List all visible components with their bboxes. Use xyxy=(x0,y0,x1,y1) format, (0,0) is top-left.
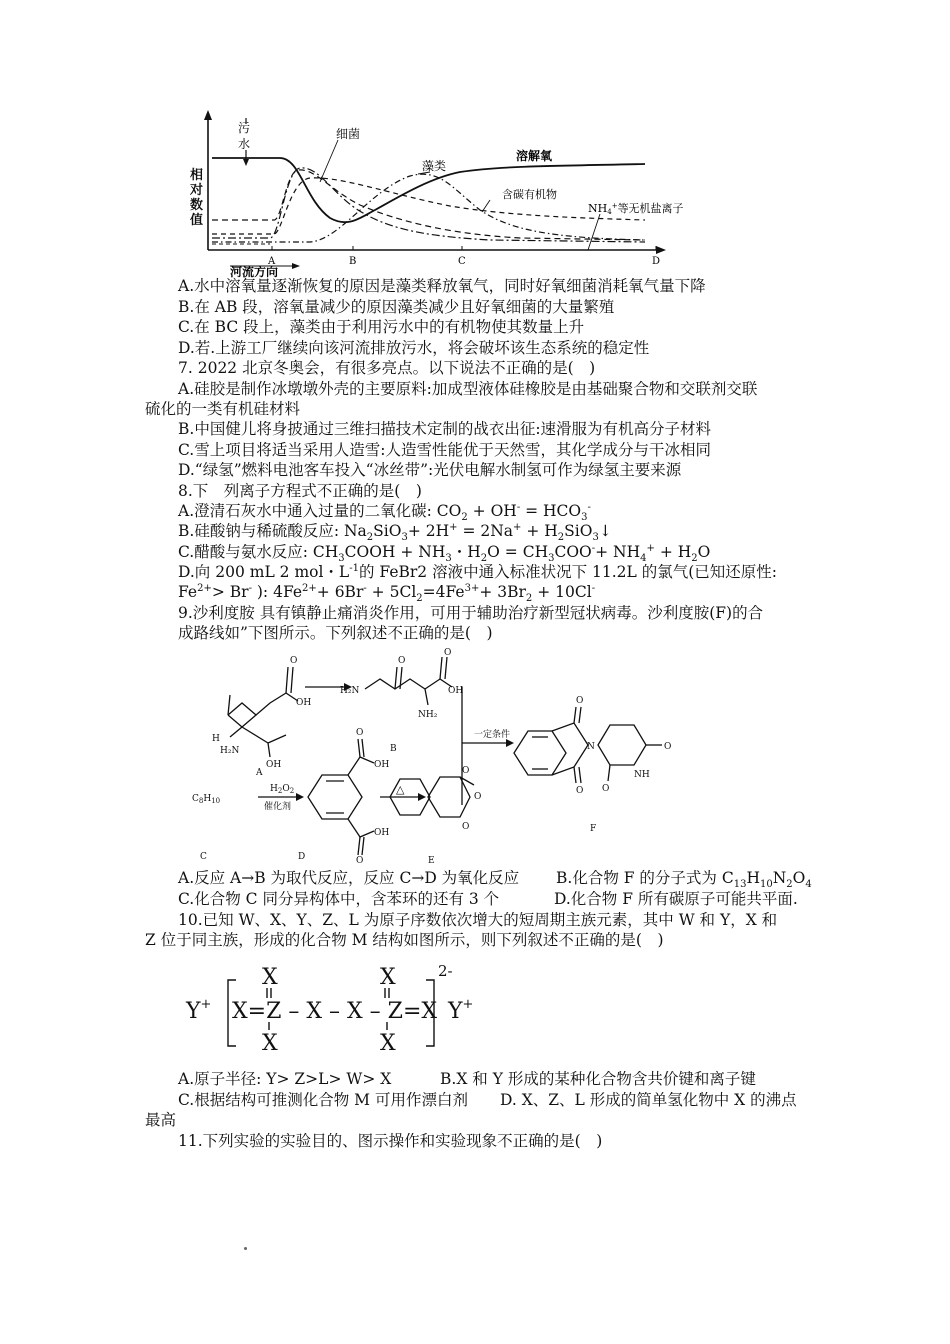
q9-option-c: C.化合物 C 同分异构体中，含苯环的还有 3 个 xyxy=(178,890,500,908)
label-delta: △ xyxy=(396,783,405,796)
svg-text:O: O xyxy=(602,784,610,794)
anion-charge: 2- xyxy=(438,962,453,980)
svg-text:H: H xyxy=(212,734,220,744)
svg-text:O: O xyxy=(290,656,298,666)
svg-text:X=Z – X – X – Z=X: X=Z – X – X – Z=X xyxy=(232,999,438,1024)
q8-option-d-cont: $Fe^{2+}> Br^-$ ): $4Fe^{2+}+ 6Br^- + 5Cl_2=4Fe^{3+}+ 3Br_2 + 10Cl^-$ xyxy=(178,582,596,605)
svg-text:Y+: Y+ xyxy=(186,997,212,1024)
q7-option-b: B.中国健儿将身披通过三维扫描技术定制的战衣出征:速滑服为有机高分子材料 xyxy=(178,420,712,438)
svg-text:H2O2: $H_2O_2$ xyxy=(270,784,295,795)
synthesis-route-figure xyxy=(190,645,700,865)
svg-text:C8H10: $C_8H_{10}$ xyxy=(192,794,221,805)
svg-text:O: O xyxy=(576,786,584,796)
q9-stem-cont: 成路线如”下图所示。下列叙述不正确的是( ) xyxy=(178,624,493,642)
cation-left: Y xyxy=(186,999,201,1024)
svg-text:O: O xyxy=(356,728,364,738)
label-oxygen: 溶解氧 xyxy=(516,149,553,163)
label-algae: 藻类 xyxy=(422,159,447,173)
q6-option-c: C.在 BC 段上，藻类由于利用污水中的有机物使其数量上升 xyxy=(178,318,585,336)
svg-text:OH: OH xyxy=(266,760,282,770)
svg-text:O: O xyxy=(398,656,406,666)
page-dot xyxy=(244,1247,247,1250)
q10-option-c: C.根据结构可推测化合物 M 可用作漂白剂 xyxy=(178,1091,468,1109)
label-a: A xyxy=(256,768,263,778)
q10-option-a: A.原子半径: Y> Z>L> W> X xyxy=(178,1070,392,1088)
q7-option-c: C.雪上项目将适当采用人造雪:人造雪性能优于天然雪，其化学成分与干冰相同 xyxy=(178,441,711,459)
svg-text:NH₂: NH₂ xyxy=(418,710,438,720)
label-catalyst: 催化剂 xyxy=(264,802,292,812)
label-e: E xyxy=(428,856,435,866)
y-arrow xyxy=(204,110,212,120)
point-d: D xyxy=(652,256,661,267)
svg-text:Y+: Y+ xyxy=(448,997,474,1024)
sewage-label-2: 水 xyxy=(238,137,251,151)
q8-option-c: C.醋酸与氨水反应: $CH_3COOH + NH_3$・$H_2O = CH_3COO^-+ NH_4^+ + H_2O$ xyxy=(178,542,711,565)
q10-stem: 10.已知 W、X、Y、Z、L 为原子序数依次增大的短周期主族元素，其中 W 和 Y，X 和 xyxy=(178,911,778,929)
q9-stem: 9.沙利度胺 具有镇静止痛消炎作用，可用于辅助治疗新型冠状病毒。沙利度胺(F)的合 xyxy=(178,604,764,622)
q7-option-a-cont: 硫化的一类有机硅材料 xyxy=(145,400,301,418)
q10-stem-cont: Z 位于同主族，形成的化合物 M 结构如图所示，则下列叙述不正确的是( ) xyxy=(145,931,664,949)
x-arrow xyxy=(656,246,666,254)
curve-organic xyxy=(212,170,645,240)
graph-y-label xyxy=(190,168,206,228)
point-b: B xyxy=(349,256,357,267)
label-f: F xyxy=(590,824,597,834)
svg-text:O: O xyxy=(462,766,470,776)
point-a: A xyxy=(268,256,276,267)
q8-option-b: B.硅酸钠与稀硫酸反应: $Na_2SiO_3+ 2H^+ = 2Na^+$ + $H_2SiO_3↓$ xyxy=(178,521,612,544)
q6-option-a: A.水中溶氧量逐渐恢复的原因是藻类释放氧气，同时好氧细菌消耗氧气量下降 xyxy=(178,277,706,295)
label-c8h10: C xyxy=(192,794,199,804)
q9-option-a: A.反应 A→B 为取代反应，反应 C→D 为氧化反应 xyxy=(178,869,520,887)
q7-option-a: A.硅胶是制作冰墩墩外壳的主要原料:加成型液体硅橡胶是由基础聚合物和交联剂交联 xyxy=(178,380,758,398)
q9-option-b: B.化合物 F 的分子式为 $C_{13}H_{10}N_2O_4$ xyxy=(556,869,812,891)
q9-option-d: D.化合物 F 所有碳原子可能共平面. xyxy=(554,890,798,908)
label-h2o2: H xyxy=(270,784,278,794)
svg-text:H₂N: H₂N xyxy=(220,746,240,756)
q8-stem: 8.下 列离子方程式不正确的是( ) xyxy=(178,482,422,500)
y-label-char: 数 xyxy=(190,198,204,213)
pollution-graph xyxy=(190,110,684,280)
curve-nh4 xyxy=(212,178,645,234)
svg-text:O: O xyxy=(474,792,482,802)
y-label-char: 相 xyxy=(190,168,204,183)
point-c: C xyxy=(458,256,466,267)
label-c: C xyxy=(200,852,207,862)
q10-option-d-cont: 最高 xyxy=(145,1111,177,1129)
svg-text:X: X xyxy=(380,965,396,990)
label-nh4: NH4+等无机盐离子 xyxy=(588,202,684,216)
label-b: B xyxy=(390,744,397,754)
svg-text:O: O xyxy=(576,696,584,706)
svg-text:O: O xyxy=(664,742,672,752)
svg-text:X: X xyxy=(262,1031,278,1056)
svg-text:X: X xyxy=(262,965,278,990)
q8-option-d: D.向 200 mL 2 mol・$L^{-1}$的 FeBr2 溶液中通入标准状况下 11.2L 的氯气(已知还原性: xyxy=(178,562,778,581)
svg-text:OH: OH xyxy=(374,828,390,838)
label-bacteria: 细菌 xyxy=(336,127,361,141)
svg-text:H₂N: H₂N xyxy=(340,686,360,696)
label-organic: 含碳有机物 xyxy=(502,188,557,201)
label-condition: 一定条件 xyxy=(474,730,511,740)
cation-right: Y xyxy=(448,999,463,1024)
q7-stem: 7. 2022 北京冬奥会，有很多亮点。以下说法不正确的是( ) xyxy=(178,359,596,377)
y-label-char: 对 xyxy=(190,183,204,198)
y-label-char: 值 xyxy=(190,213,204,228)
svg-text:OH: OH xyxy=(374,760,390,770)
svg-text:NH: NH xyxy=(634,770,650,780)
svg-text:OH: OH xyxy=(296,698,312,708)
svg-text:N: N xyxy=(587,742,595,752)
q10-option-b: B.X 和 Y 形成的某种化合物含共价键和离子键 xyxy=(440,1070,756,1088)
svg-text:O: O xyxy=(356,856,364,866)
q7-option-d: D.“绿氢”燃料电池客车投入“冰丝带”:光伏电解水制氢可作为绿氢主要来源 xyxy=(178,461,682,479)
q6-option-b: B.在 AB 段，溶氧量减少的原因藻类减少且好氧细菌的大量繁殖 xyxy=(178,298,615,316)
q8-option-a: A.澄清石灰水中通入过量的二氧化碳: $CO_2 + OH^- = HCO_3^-$ xyxy=(178,501,591,524)
sewage-label-1: 污 xyxy=(238,121,251,135)
q6-option-d: D.若.上游工厂继续向该河流排放污水，将会破坏该生态系统的稳定性 xyxy=(178,339,650,357)
svg-text:OH: OH xyxy=(448,686,464,696)
svg-text:O: O xyxy=(462,822,470,832)
q10-option-d: D. X、Z、L 形成的简单氢化物中 X 的沸点 xyxy=(500,1091,797,1109)
svg-text:O: O xyxy=(444,648,452,658)
compound-m-structure xyxy=(180,958,500,1058)
q11-stem: 11.下列实验的实验目的、图示操作和实验现象不正确的是( ) xyxy=(178,1132,603,1150)
x-axis-label: 河流方向 xyxy=(230,265,279,279)
svg-text:X: X xyxy=(380,1031,396,1056)
label-d: D xyxy=(298,852,306,862)
